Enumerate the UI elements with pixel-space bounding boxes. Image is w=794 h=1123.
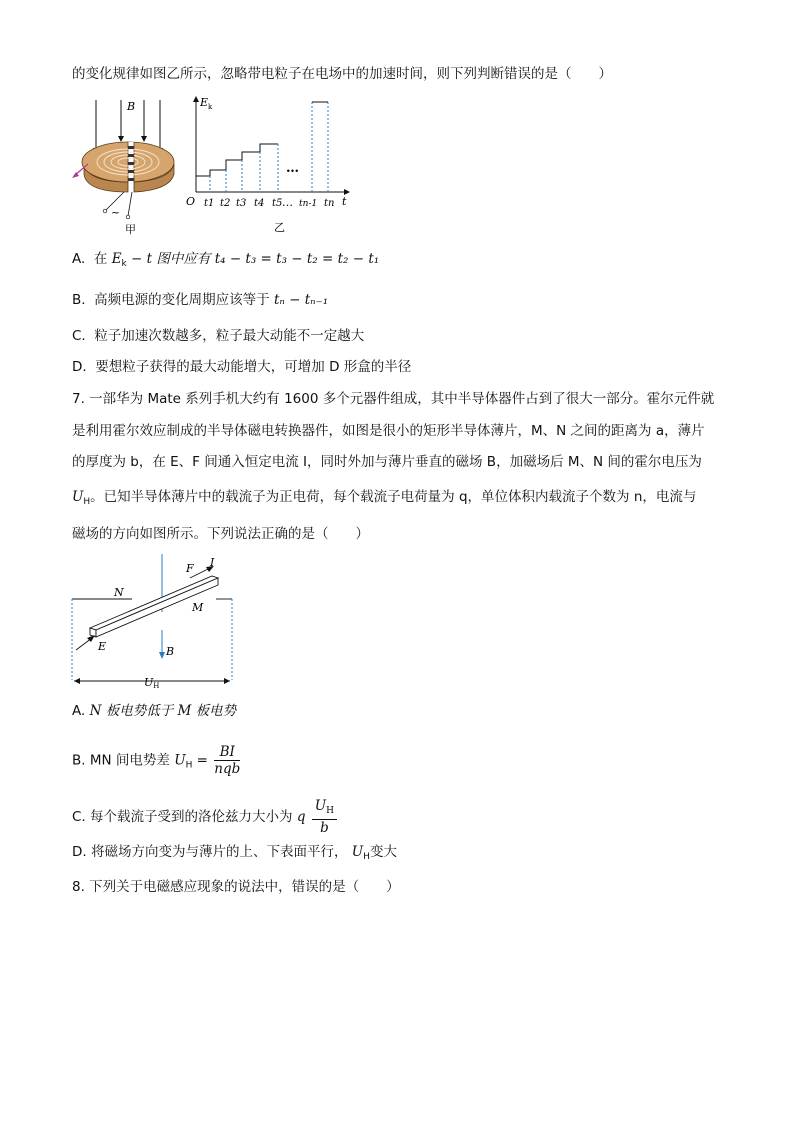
option-text: 在 <box>93 251 108 267</box>
label-m: M <box>192 601 204 614</box>
q7-option-d[interactable]: D. 将磁场方向变为与薄片的上、下表面平行， $U_H$变大 <box>72 844 397 862</box>
q7-stem-line: 7. 一部华为 Mate 系列手机大约有 1600 多个元器件组成，其中半导体器件占到了很大一部分。霍尔元件就 <box>72 391 715 407</box>
hall-element-figure <box>66 552 246 692</box>
q6-intro: 的变化规律如图乙所示，忽略带电粒子在电场中的加速时间，则下列判断错误的是（ ） <box>72 66 612 82</box>
tick-label: t3 <box>236 198 247 209</box>
option-label: B. <box>72 752 86 769</box>
tick-label: tn-1 <box>299 199 318 209</box>
option-formula: t₄ − t₃ = t₃ − t₂ = t₂ − t₁ <box>214 251 380 267</box>
q7-stem-line: 磁场的方向如图所示。下列说法正确的是（ ） <box>72 526 369 542</box>
label-b: B <box>166 645 175 658</box>
option-text: 要想粒子获得的最大动能增大，可增加 D 形盒的半径 <box>95 359 412 375</box>
option-label: A. <box>72 251 86 267</box>
q7-stem-line: 是利用霍尔效应制成的半导体磁电转换器件，如图是很小的矩形半导体薄片，M、N 之间的距离为 a，薄片 <box>72 423 705 439</box>
label-i: I <box>210 556 215 569</box>
q6-option-a[interactable]: A. 在 $E_k - t$ 图中应有 t₄ − t₃ = t₃ − t₂ = t₂ − t₁ <box>72 251 380 269</box>
q8-stem: 8. 下列关于电磁感应现象的说法中，错误的是（ ） <box>72 879 400 895</box>
option-label: D. <box>72 359 87 375</box>
q7-stem-line: 的厚度为 b，在 E、F 间通入恒定电流 I，同时外加与薄片垂直的磁场 B，加磁场后 M、N 间的霍尔电压为 <box>72 454 702 470</box>
x-axis-label: t <box>342 195 347 208</box>
fig-yi-caption: 乙 <box>274 221 285 234</box>
option-label: D. <box>72 844 87 860</box>
tick-label: t1 <box>204 198 215 209</box>
y-axis-label: $E_k$ <box>200 96 213 111</box>
q7-stem-line: $U_H$。已知半导体薄片中的载流子为正电荷，每个载流子电荷量为 q，单位体积内载流子个数为 n，电流与 <box>72 489 697 507</box>
label-f: F <box>186 562 194 575</box>
option-label: A. <box>72 703 86 719</box>
fraction: $\frac{BI}{\text{nqb}}$ <box>214 744 241 777</box>
label-n: N <box>114 586 124 599</box>
option-text: 每个载流子受到的洛伦兹力大小为 <box>90 809 293 825</box>
q6-option-c[interactable] <box>72 326 364 346</box>
fig-jia-caption: 甲 <box>125 223 136 236</box>
fraction: $\frac{U_H}{b}$ <box>312 798 337 836</box>
label-uh: UH <box>144 676 160 690</box>
tick-label: t5 <box>272 198 283 209</box>
ek-symbol: E <box>111 251 122 267</box>
graph-ellipsis-top: … <box>286 161 299 176</box>
tick-label: tn <box>324 198 335 209</box>
option-label: C. <box>72 809 86 825</box>
ac-source-symbol: ~ <box>111 206 121 219</box>
option-label: B. <box>72 292 86 308</box>
option-label: C. <box>72 328 86 344</box>
q6-option-b[interactable] <box>72 290 328 310</box>
origin-label: O <box>186 195 196 208</box>
q7-option-a[interactable] <box>72 701 236 721</box>
tick-label: t2 <box>220 198 231 209</box>
fig-jia-b-label: B <box>127 100 136 113</box>
graph-ellipsis-axis: … <box>282 196 293 209</box>
option-text: MN 间电势差 <box>89 752 170 769</box>
option-text: 粒子加速次数越多，粒子最大动能不一定越大 <box>94 328 365 344</box>
q7-option-b[interactable]: B. MN 间电势差 $U_H$ = $\frac{BI}{\text{nqb}}$ <box>72 744 241 777</box>
option-formula: tₙ − tₙ₋₁ <box>273 292 329 308</box>
ek-t-graph <box>184 94 354 236</box>
option-text: 高频电源的变化周期应该等于 <box>94 292 270 308</box>
option-text: 将磁场方向变为与薄片的上、下表面平行， <box>90 844 348 860</box>
option-text: N 板电势低于 M 板电势 <box>89 703 237 719</box>
tick-label: t4 <box>254 198 265 209</box>
q6-option-d[interactable] <box>72 357 411 377</box>
cyclotron-figure <box>66 96 184 236</box>
option-text: − t 图中应有 <box>126 251 211 267</box>
label-e: E <box>98 640 107 653</box>
q7-option-c[interactable]: C. 每个载流子受到的洛伦兹力大小为 q $\frac{U_H}{b}$ <box>72 798 339 836</box>
